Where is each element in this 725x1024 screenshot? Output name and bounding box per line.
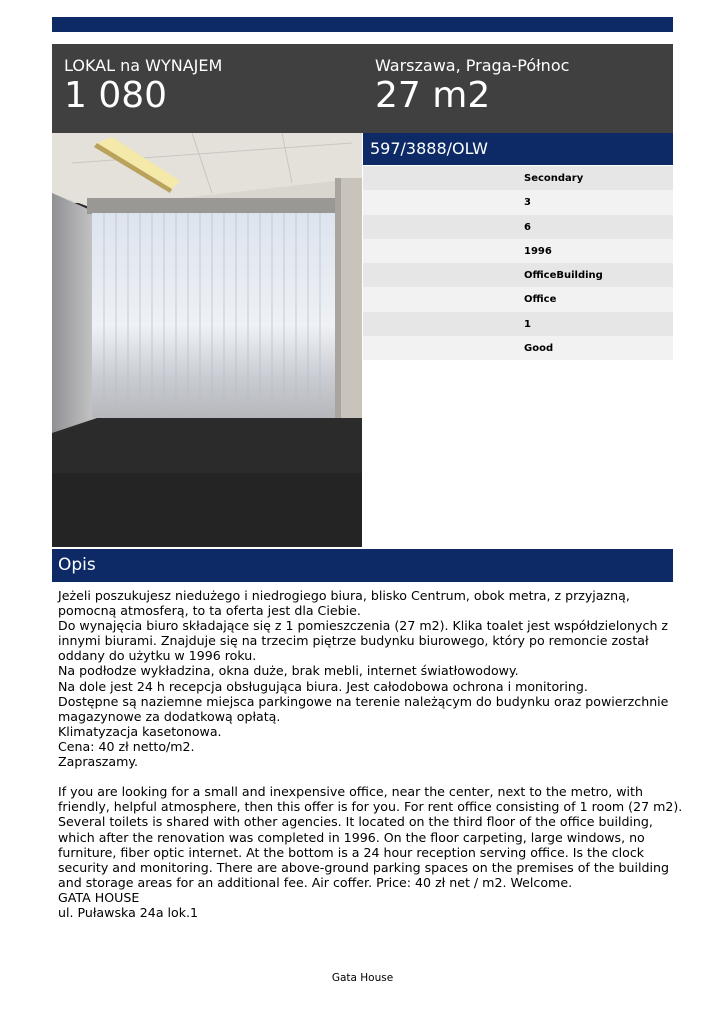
description-line: which after the renovation was completed in 1996. On the floor carpeting, large windows, no (58, 829, 645, 845)
description-line: If you are looking for a small and inexpensive office, near the center, next to the metro, with (58, 784, 643, 800)
description-line: Zapraszamy. (58, 754, 139, 770)
offer-type: LOKAL na WYNAJEM (64, 56, 223, 75)
property-photo (52, 133, 362, 547)
agency-name: GATA HOUSE (58, 889, 140, 905)
agency-address: ul. Puławska 24a lok.1 (58, 904, 199, 920)
property-row (363, 239, 673, 263)
property-value: Office (524, 294, 557, 306)
property-row (363, 215, 673, 239)
reference-number: 597/3888/OLW (370, 139, 488, 158)
property-value: 1 (524, 318, 531, 330)
location-block (375, 56, 569, 116)
description-line: Cena: 40 zł netto/m2. (58, 738, 195, 754)
property-value: 6 (524, 221, 531, 233)
listing-header (52, 44, 673, 133)
property-row (363, 190, 673, 214)
price: 1 080 (64, 75, 168, 116)
property-value: 3 (524, 197, 531, 209)
offer-block (64, 56, 222, 116)
property-row (363, 166, 673, 190)
property-value: Good (524, 343, 554, 355)
property-row (363, 263, 673, 287)
property-row (363, 312, 673, 336)
description-line: furniture, fiber optic internet. At the bottom is a 24 hour reception serving office. Is the clock (58, 844, 645, 860)
description-line: Dostępne są naziemne miejsca parkingowe na terenie należącym do budynku oraz powierzchnie (58, 693, 669, 709)
property-value: Secondary (524, 173, 584, 184)
property-row (363, 336, 673, 360)
top-accent-bar (52, 17, 673, 32)
property-row (363, 287, 673, 311)
description-header (52, 549, 673, 582)
description-line: Na dole jest 24 h recepcja obsługująca biura. Jest całodobowa ochrona i monitoring. (58, 678, 588, 694)
reference-bar (363, 133, 673, 165)
description-line: magazynowe za dodatkową opłatą. (58, 708, 281, 724)
location: Warszawa, Praga-Północ (375, 56, 570, 75)
description-line: Do wynajęcia biuro składające się z 1 pomieszczenia (27 m2). Klika toalet jest współdzielonych z (58, 618, 669, 634)
description-line: Klimatyzacja kasetonowa. (58, 723, 222, 739)
property-value: OfficeBuilding (524, 270, 603, 282)
description-line: and storage areas for an additional fee. Air coffer. Price: 40 zł net / m2. Welcome. (58, 874, 573, 890)
description-line: friendly, helpful atmosphere, then this offer is for you. For rent office consisting of 1 room (27 m2). (58, 799, 683, 815)
description-line: pomocną atmosferą, to ta oferta jest dla Ciebie. (58, 603, 361, 619)
description-line: innymi biurami. Znajduje się na trzecim piętrze budynku biurowego, który po remoncie został (58, 633, 649, 649)
description-title: Opis (58, 555, 96, 575)
property-value: 1996 (524, 245, 552, 257)
description-line: Na podłodze wykładzina, okna duże, brak mebli, internet światłowodowy. (58, 663, 519, 679)
description-line (58, 769, 670, 784)
area: 27 m2 (375, 75, 491, 116)
description-line: oddany do użytku w 1996 roku. (58, 648, 257, 664)
property-details-table (363, 166, 673, 360)
description-line: Several toilets is shared with other agencies. It located on the third floor of the office building, (58, 814, 653, 830)
description-line: security and monitoring. There are above-ground parking spaces on the premises of the building (58, 859, 669, 875)
footer-company: Gata House (331, 972, 394, 984)
description-body (58, 588, 683, 920)
description-line: Jeżeli poszukujesz niedużego i niedrogiego biura, blisko Centrum, obok metra, z przyjazną, (58, 588, 630, 603)
